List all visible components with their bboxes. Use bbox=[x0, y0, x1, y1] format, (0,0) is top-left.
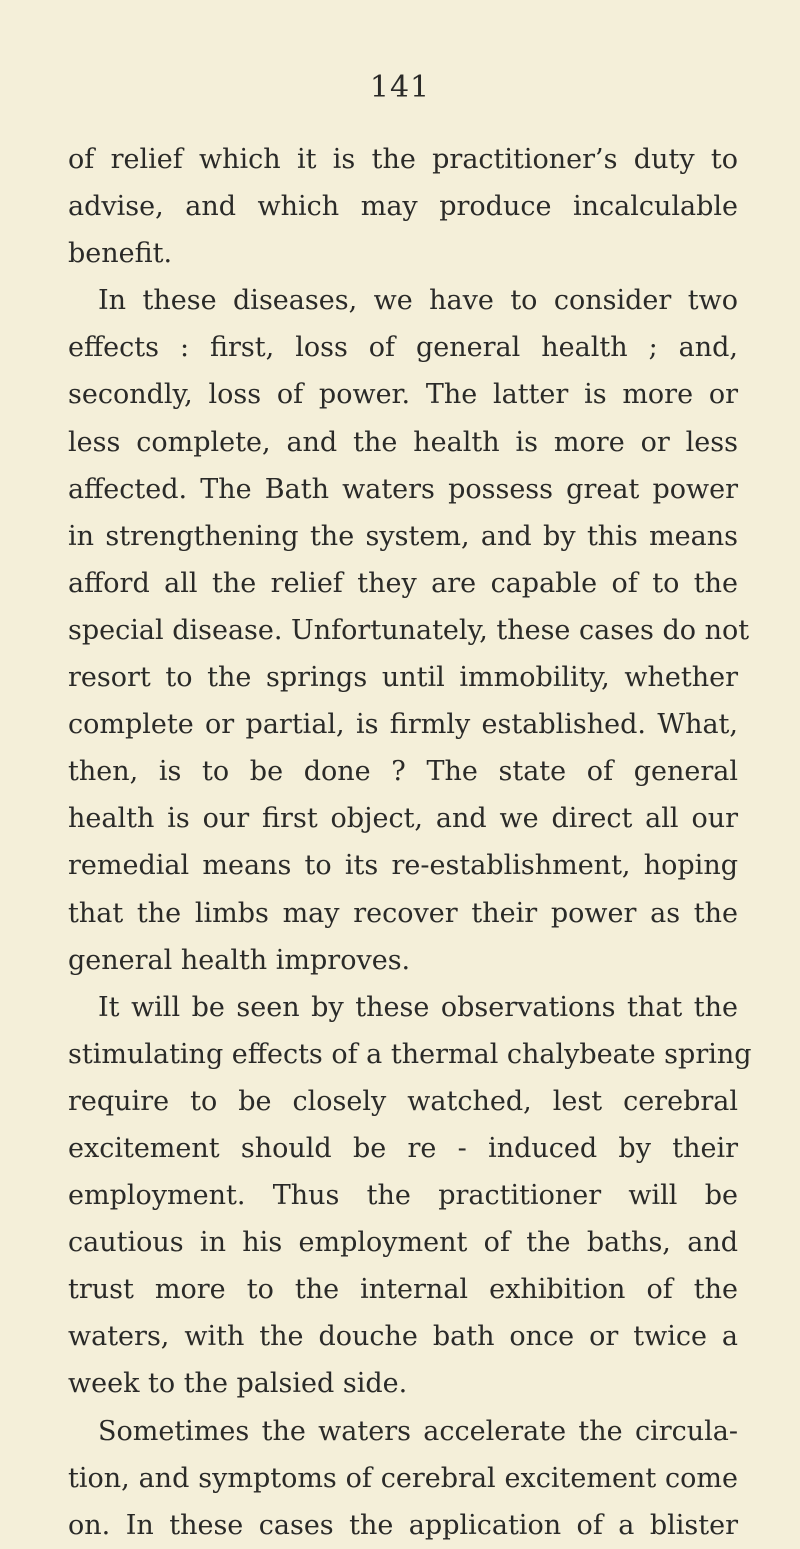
text-line: general health improves. bbox=[68, 944, 411, 976]
text-line: waters, with the douche bath once or twice a bbox=[68, 1321, 738, 1353]
text-line: health is our first object, and we direct all our bbox=[68, 803, 738, 835]
text-line: In these diseases, we have to consider two bbox=[98, 285, 738, 317]
text-line: affected. The Bath waters possess great power bbox=[68, 473, 738, 505]
text-line: employment. Thus the practitioner will be bbox=[68, 1180, 738, 1212]
text-line: week to the palsied side. bbox=[68, 1368, 408, 1400]
text-line: benefit. bbox=[68, 238, 173, 270]
text-line: secondly, loss of power. The latter is more or bbox=[68, 379, 738, 411]
text-line: tion, and symptoms of cerebral excitement come bbox=[68, 1462, 738, 1494]
text-line: complete or partial, is firmly established. What, bbox=[68, 709, 738, 741]
text-line: advise, and which may produce incalculable bbox=[68, 191, 738, 223]
text-line: in strengthening the system, and by this means bbox=[68, 520, 738, 552]
text-line: cautious in his employment of the baths, and bbox=[68, 1227, 738, 1259]
text-line: excitement should be re - induced by their bbox=[68, 1132, 738, 1164]
text-line: trust more to the internal exhibition of the bbox=[68, 1274, 738, 1306]
text-line: special disease. Unfortunately, these cases do not bbox=[68, 614, 750, 646]
page-number: 141 bbox=[369, 70, 431, 105]
text-line: that the limbs may recover their power as the bbox=[68, 897, 738, 929]
text-line: on. In these cases the application of a blister bbox=[68, 1509, 738, 1541]
body-text bbox=[68, 136, 752, 1549]
text-line: less complete, and the health is more or less bbox=[68, 426, 738, 458]
text-line: remedial means to its re-establishment, hoping bbox=[68, 850, 738, 882]
text-line: then, is to be done ? The state of general bbox=[68, 756, 738, 788]
text-line: afford all the relief they are capable of to the bbox=[68, 567, 738, 599]
text-line: of relief which it is the practitioner’s duty to bbox=[68, 144, 738, 175]
text-line: stimulating effects of a thermal chalybeate spring bbox=[68, 1038, 752, 1070]
text-line: effects : first, loss of general health ; and, bbox=[68, 332, 738, 364]
text-line: Sometimes the waters accelerate the circula- bbox=[98, 1415, 738, 1447]
text-line: require to be closely watched, lest cerebral bbox=[68, 1085, 738, 1117]
text-line: It will be seen by these observations that the bbox=[98, 991, 738, 1023]
text-line: resort to the springs until immobility, whether bbox=[68, 662, 738, 694]
